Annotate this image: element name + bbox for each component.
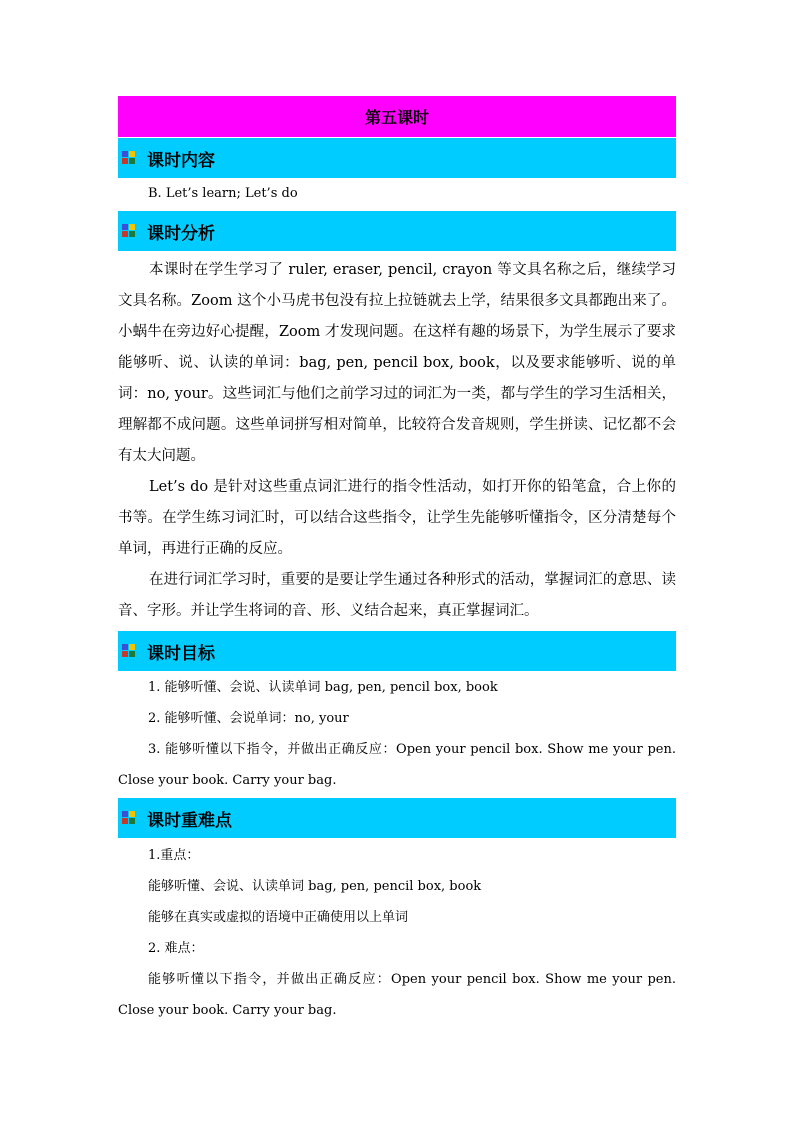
bullet-icon bbox=[122, 811, 136, 825]
bullet-icon bbox=[122, 644, 136, 658]
objective-item: 1. 能够听懂、会说、认读单词 bag, pen, pencil box, book bbox=[148, 680, 498, 695]
analysis-paragraph: Let’s do 是针对这些重点词汇进行的指令性活动，如打开你的铅笔盒，合上你的书等。在学生练习词汇时，可以结合这些指令，让学生先能够听懂指令，区分清楚每个单词，再进行正确的反应。 bbox=[118, 479, 676, 557]
keypoint-line: 2. 难点： bbox=[148, 941, 204, 956]
keypoint-line: 1.重点： bbox=[148, 848, 200, 863]
content-line: B. Let’s learn; Let’s do bbox=[148, 186, 298, 201]
section-heading: 课时目标 bbox=[147, 643, 215, 664]
analysis-paragraph: 在进行词汇学习时，重要的是要让学生通过各种形式的活动，掌握词汇的意思、读音、字形。并让学生将词的音、形、义结合起来，真正掌握词汇。 bbox=[118, 572, 676, 619]
lesson-title: 第五课时 bbox=[118, 96, 676, 137]
section-header-objectives bbox=[118, 630, 676, 671]
section-header-content bbox=[118, 137, 676, 178]
objective-item: 3. 能够听懂以下指令，并做出正确反应：Open your pencil box. Show me your pen. Close your book. Carry your bag. bbox=[118, 742, 676, 788]
section-heading: 课时内容 bbox=[147, 150, 215, 171]
bullet-icon bbox=[122, 151, 136, 165]
objective-item: 2. 能够听懂、会说单词：no, your bbox=[148, 711, 349, 726]
section-header-keypoints bbox=[118, 797, 676, 838]
section-heading: 课时重难点 bbox=[147, 810, 232, 831]
bullet-icon bbox=[122, 224, 136, 238]
keypoint-line: 能够听懂以下指令，并做出正确反应：Open your pencil box. Show me your pen. Close your book. Carry your bag. bbox=[118, 972, 676, 1018]
section-header-analysis bbox=[118, 210, 676, 251]
section-heading: 课时分析 bbox=[147, 223, 215, 244]
lesson-page bbox=[118, 96, 676, 1026]
keypoint-line: 能够在真实或虚拟的语境中正确使用以上单词 bbox=[148, 910, 409, 925]
analysis-paragraph: 本课时在学生学习了 ruler, eraser, pencil, crayon 等文具名称之后，继续学习文具名称。Zoom 这个小马虎书包没有拉上拉链就去上学，结果很多文具都跑出来了。小蜗牛在旁边好心提醒，Zoom 才发现问题。在这样有趣的场景下，为学生展示了要求能够听、说、认读的单词：bag, pen, pencil box, book，以及要求能够听、说的单词：no, your。这些词汇与他们之前学习过的词汇为一类，都与学生的学习生活相关，理解都不成问题。这些单词拼写相对简单，比较符合发音规则，学生拼读、记忆都不会有太大问题。 bbox=[118, 262, 676, 464]
keypoint-line: 能够听懂、会说、认读单词 bag, pen, pencil box, book bbox=[148, 879, 482, 894]
